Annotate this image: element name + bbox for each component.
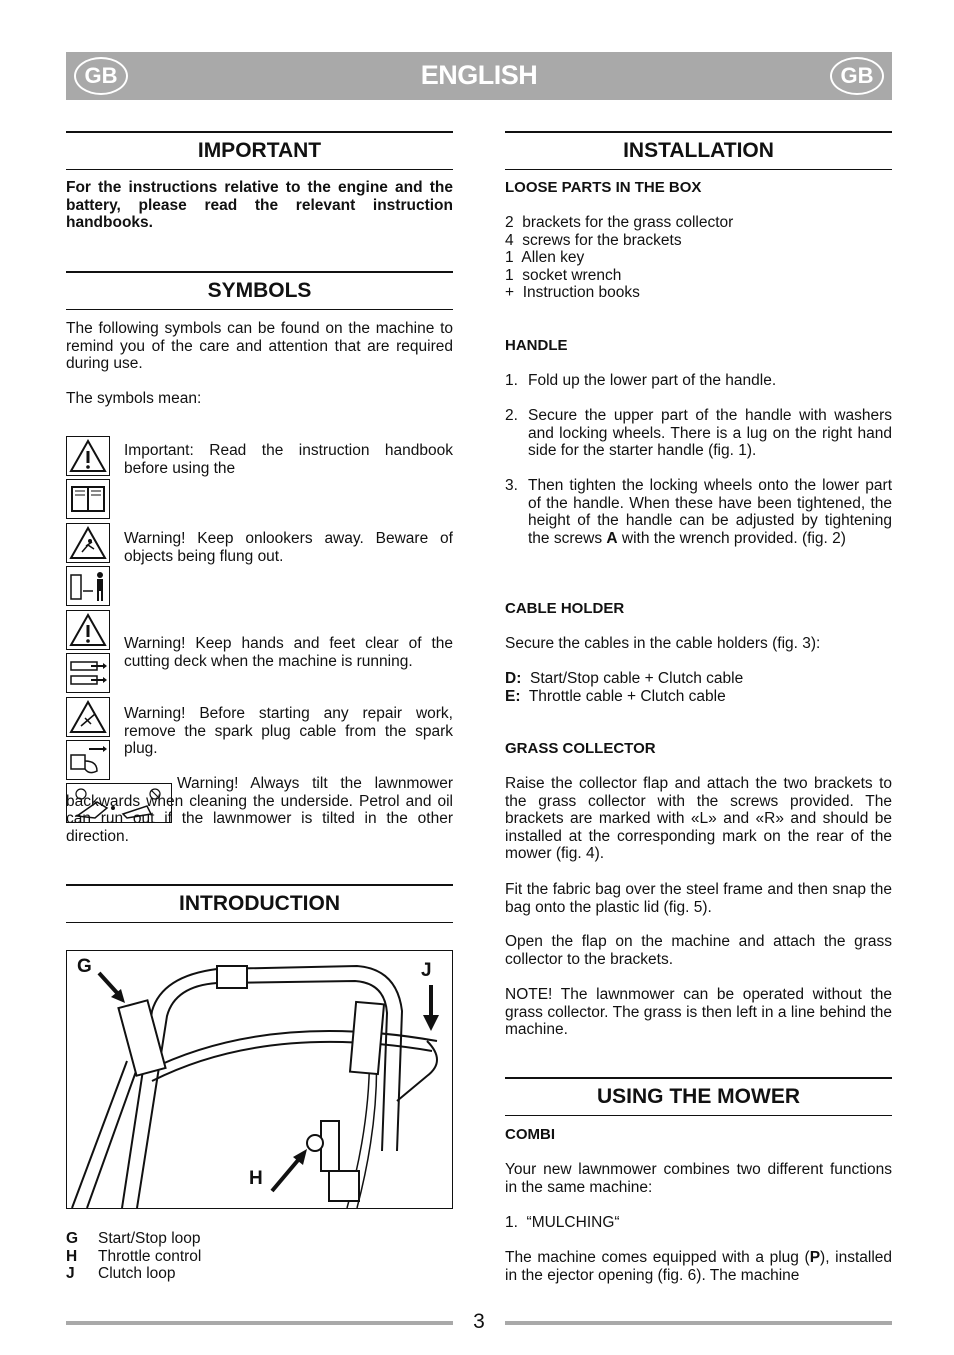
installation-heading: INSTALLATION	[505, 131, 892, 170]
footer-rule-left	[66, 1321, 453, 1325]
figure-label-h: H	[249, 1168, 263, 1189]
figure-legend	[66, 1230, 201, 1283]
handle-title: HANDLE	[505, 337, 568, 354]
handle-step-2: 2. Secure the upper part of the handle with washers and locking wheels. There is a lug on the right hand side for the starter handle (fig. 1).	[505, 407, 892, 460]
loose-parts-title: LOOSE PARTS IN THE BOX	[505, 179, 702, 196]
combi-p2: The machine comes equipped with a plug (P), installed in the ejector opening (fig. 6). The machine	[505, 1249, 892, 1284]
footer-rule-right	[505, 1321, 892, 1325]
important-text: For the instructions relative to the engine and the battery, please read the relevant instruction handbooks.	[66, 179, 453, 232]
grass-collector-note: NOTE! The lawnmower can be operated without the grass collector. The grass is then left in a line behind the machine.	[505, 986, 892, 1039]
symbol-text-1: Important: Read the instruction handbook before using the	[124, 442, 453, 477]
combi-item-1: 1. “MULCHING“	[505, 1214, 620, 1231]
book-icon	[66, 479, 110, 519]
legend-item: H Throttle control	[66, 1247, 202, 1265]
header-banner	[66, 52, 892, 100]
symbol-text-5: Warning! Always tilt the lawnmower backwards when cleaning the underside. Petrol and oil can run out if the lawnmower is tilted in the other direction.	[66, 775, 453, 845]
list-item: + Instruction books	[505, 284, 640, 302]
handle-figure	[66, 950, 453, 1209]
list-item: 2 brackets for the grass collector	[505, 214, 734, 231]
introduction-heading: INTRODUCTION	[66, 884, 453, 923]
hands-feet-icon	[66, 653, 110, 693]
list-item: E: Throttle cable + Clutch cable	[505, 687, 726, 705]
warning-triangle-icon	[66, 610, 110, 650]
grass-collector-p1: Raise the collector flap and attach the two brackets to the grass collector with the screws provided. The brackets are marked with «L» and «R» and should be installed at the corresponding mark on the rear of the mower (fig. 4).	[505, 775, 892, 863]
repair-icon	[66, 697, 110, 737]
list-item: 4 screws for the brackets	[505, 231, 682, 249]
symbol-text-4: Warning! Before starting any repair work, remove the spark plug cable from the spark plug.	[124, 705, 453, 758]
handle-step-1: 1. Fold up the lower part of the handle.	[505, 372, 777, 389]
warning-triangle-icon	[66, 436, 110, 476]
gb-badge-left: GB	[74, 57, 128, 95]
grass-collector-p2: Fit the fabric bag over the steel frame and then snap the bag onto the plastic lid (fig. 5).	[505, 881, 892, 916]
cable-holder-text: Secure the cables in the cable holders (fig. 3):	[505, 635, 821, 652]
grass-collector-title: GRASS COLLECTOR	[505, 740, 656, 757]
grass-collector-p3: Open the flap on the machine and attach the grass collector to the brackets.	[505, 933, 892, 968]
combi-title: COMBI	[505, 1126, 555, 1143]
figure-label-j: J	[421, 960, 432, 981]
cable-holder-title: CABLE HOLDER	[505, 600, 625, 617]
important-heading: IMPORTANT	[66, 131, 453, 170]
symbols-heading: SYMBOLS	[66, 271, 453, 310]
flying-object-icon	[66, 523, 110, 563]
combi-p1: Your new lawnmower combines two different functions in the same machine:	[505, 1161, 892, 1196]
symbol-text-2: Warning! Keep onlookers away. Beware of objects being flung out.	[124, 530, 453, 565]
list-item: D: Start/Stop cable + Clutch cable	[505, 670, 744, 687]
legend-item: G Start/Stop loop	[66, 1230, 201, 1247]
handle-step-3: 3. Then tighten the locking wheels onto the lower part of the handle. When these have been tightened, the height of the handle can be adjusted by tightening the screws A with the wrench provided. (fig. 2)	[505, 477, 892, 547]
loose-parts-list	[505, 214, 733, 302]
keep-distance-icon	[66, 566, 110, 606]
page-number: 3	[473, 1310, 485, 1333]
using-heading: USING THE MOWER	[505, 1077, 892, 1116]
symbol-text-3: Warning! Keep hands and feet clear of the cutting deck when the machine is running.	[124, 635, 453, 670]
figure-label-g: G	[77, 956, 92, 977]
cable-holder-list	[505, 670, 743, 705]
spark-plug-icon	[66, 740, 110, 780]
symbols-mean: The symbols mean:	[66, 390, 202, 407]
gb-badge-right: GB	[830, 57, 884, 95]
legend-item: J Clutch loop	[66, 1265, 176, 1283]
list-item: 1 Allen key	[505, 249, 585, 267]
symbols-intro: The following symbols can be found on the machine to remind you of the care and attention that are required during use.	[66, 320, 453, 373]
list-item: 1 socket wrench	[505, 266, 622, 284]
page-title: ENGLISH	[420, 60, 538, 90]
